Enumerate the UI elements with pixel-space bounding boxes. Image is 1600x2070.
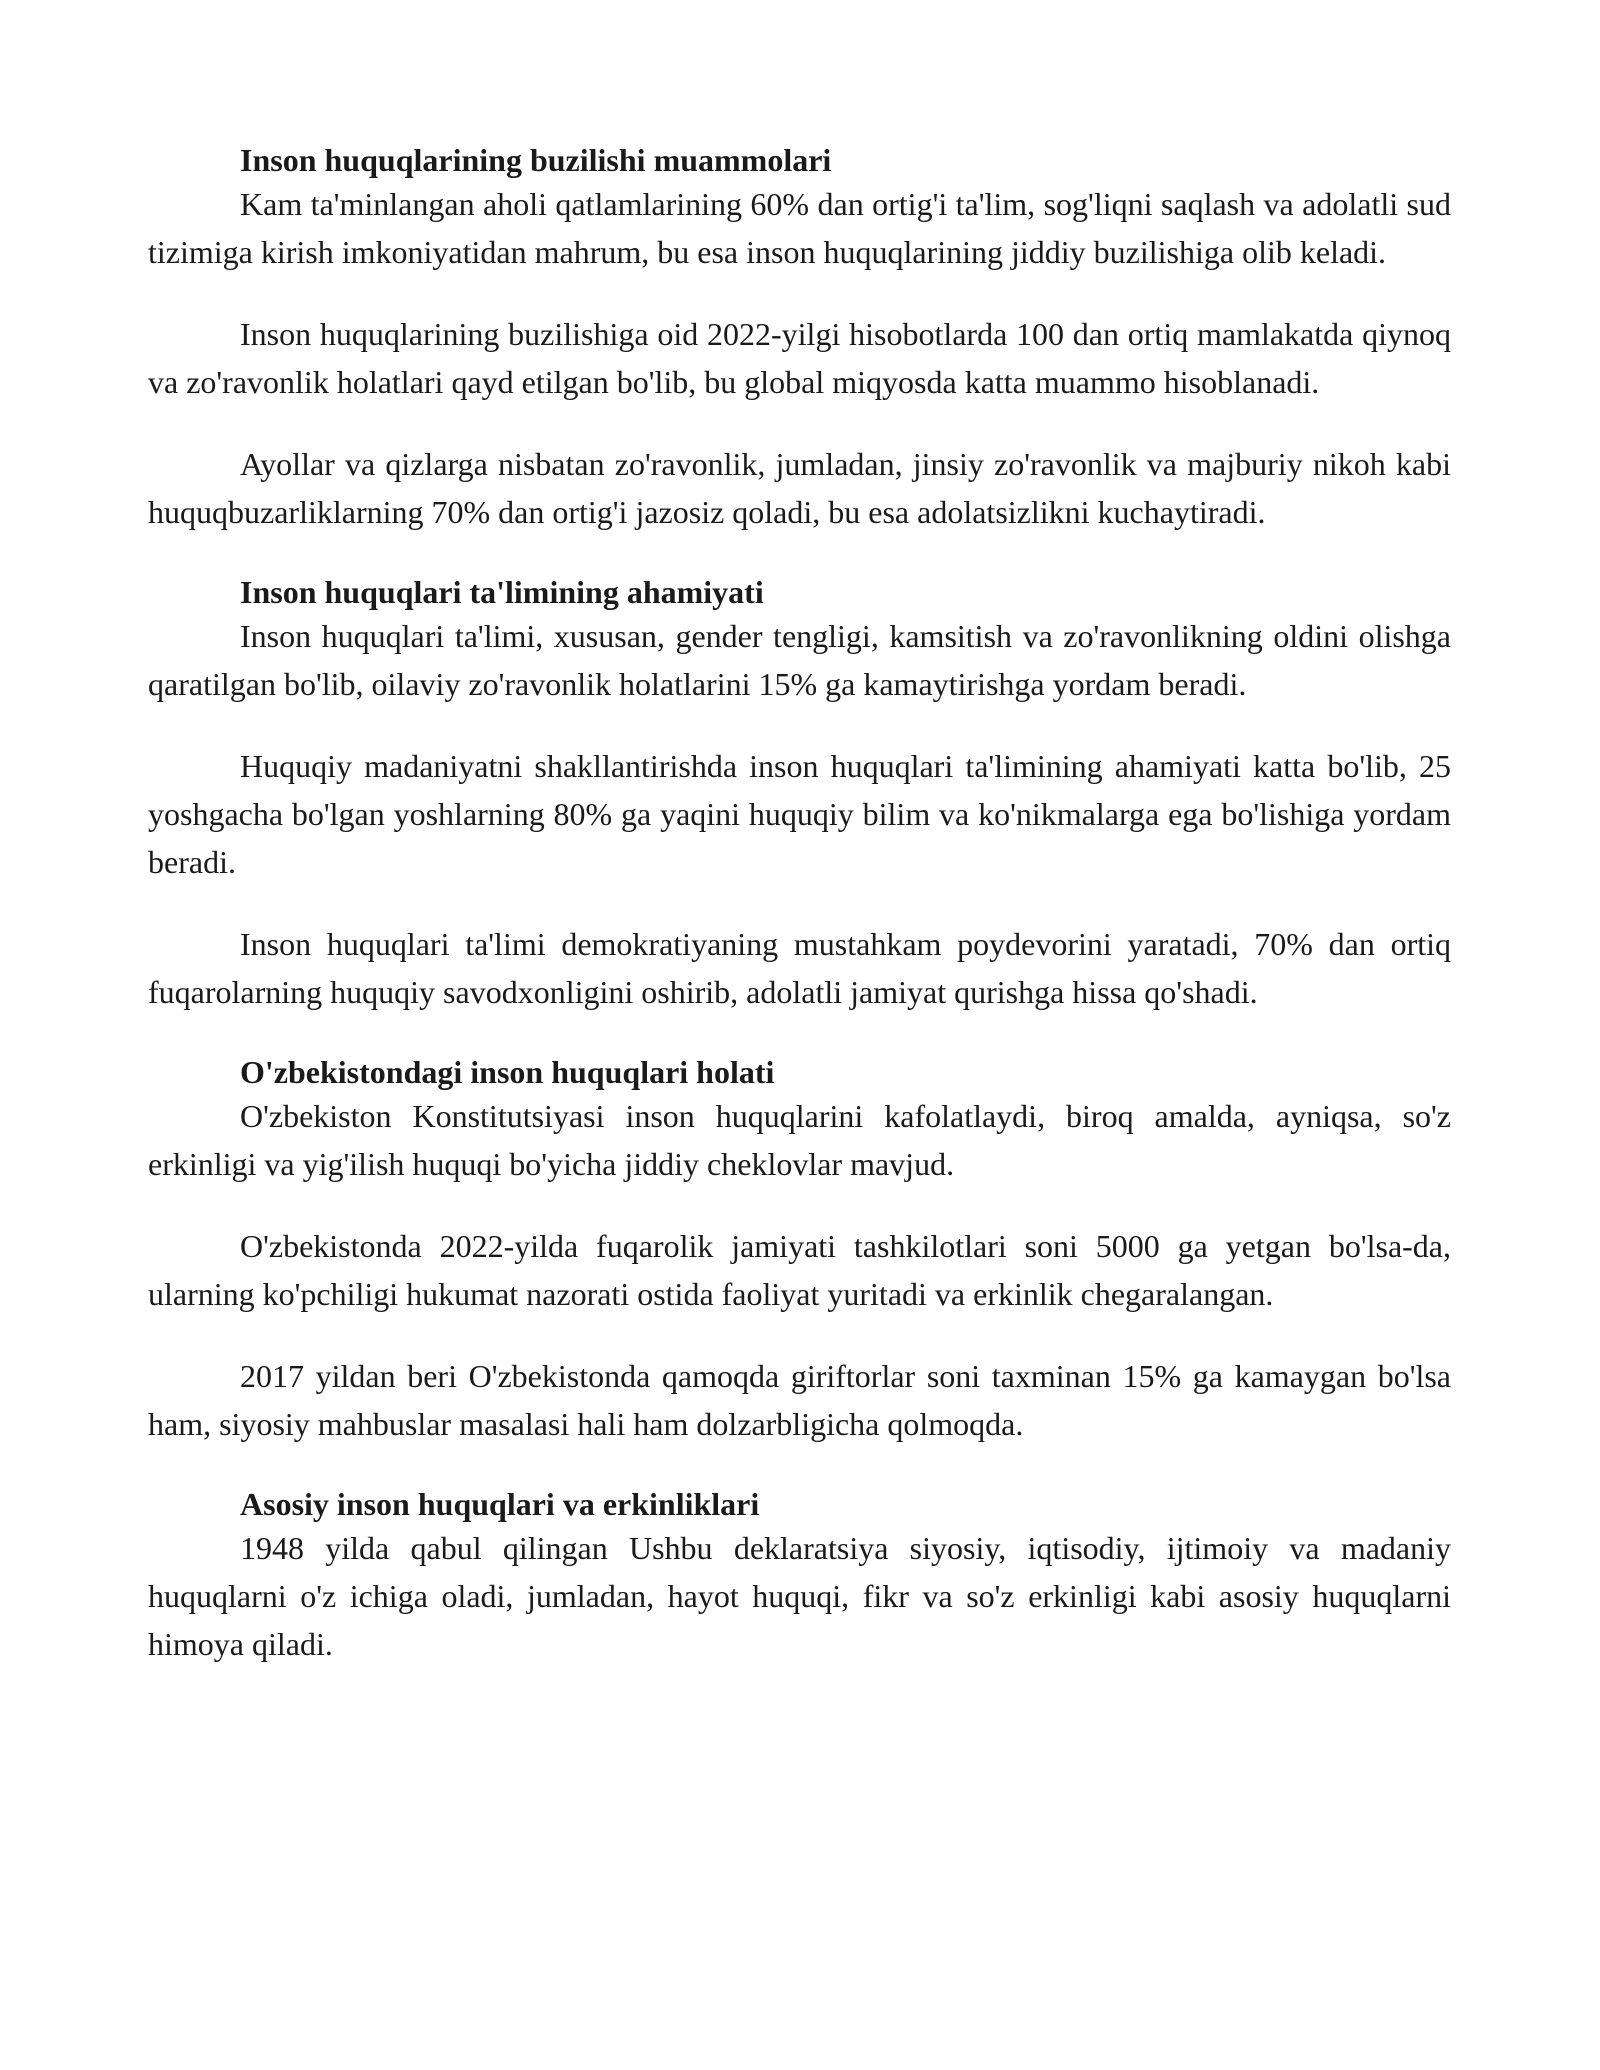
paragraph: Ayollar va qizlarga nisbatan zo'ravonlik, jumladan, jinsiy zo'ravonlik va majburiy nikoh kabi huquqbuzarliklarning 70% dan ortig'i jazosiz qoladi, bu esa adolatsizlikni kuchaytiradi. xyxy=(148,446,1451,530)
section-human-rights-education xyxy=(148,570,1451,1016)
paragraph: O'zbekistonda 2022-yilda fuqarolik jamiyati tashkilotlari soni 5000 ga yetgan bo'lsa-da, ularning ko'pchiligi hukumat nazorati ostida faoliyat yuritadi va erkinlik chegaralangan. xyxy=(148,1228,1451,1312)
paragraph: Inson huquqlari ta'limi demokratiyaning mustahkam poydevorini yaratadi, 70% dan ortiq fuqarolarning huquqiy savodxonligini oshirib, adolatli jamiyat qurishga hissa qo'shadi. xyxy=(148,926,1451,1010)
paragraph: Inson huquqlarining buzilishiga oid 2022-yilgi hisobotlarda 100 dan ortiq mamlakatda qiynoq va zo'ravonlik holatlari qayd etilgan bo'lib, bu global miqyosda katta muammo hisoblanadi. xyxy=(148,316,1451,400)
section-basic-rights-freedoms xyxy=(148,1482,1451,1668)
section-heading: O'zbekistondagi inson huquqlari holati xyxy=(240,1054,775,1090)
paragraph: Inson huquqlari ta'limi, xususan, gender tengligi, kamsitish va zo'ravonlikning oldini olishga qaratilgan bo'lib, oilaviy zo'ravonlik holatlarini 15% ga kamaytirishga yordam beradi. xyxy=(148,618,1451,702)
paragraph: 1948 yilda qabul qilingan Ushbu deklaratsiya siyosiy, iqtisodiy, ijtimoiy va madaniy huquqlarni o'z ichiga oladi, jumladan, hayot huquqi, fikr va so'z erkinligi kabi asosiy huquqlarni himoya qiladi. xyxy=(148,1530,1451,1662)
section-human-rights-violations xyxy=(148,138,1451,536)
section-heading: Asosiy inson huquqlari va erkinliklari xyxy=(240,1486,760,1522)
paragraph: Kam ta'minlangan aholi qatlamlarining 60% dan ortig'i ta'lim, sog'liqni saqlash va adolatli sud tizimiga kirish imkoniyatidan mahrum, bu esa inson huquqlarining jiddiy buzilishiga olib keladi. xyxy=(148,186,1451,270)
paragraph: O'zbekiston Konstitutsiyasi inson huquqlarini kafolatlaydi, biroq amalda, ayniqsa, so'z erkinligi va yig'ilish huquqi bo'yicha jiddiy cheklovlar mavjud. xyxy=(148,1098,1451,1182)
document-page xyxy=(148,138,1451,1702)
paragraph: Huquqiy madaniyatni shakllantirishda inson huquqlari ta'limining ahamiyati katta bo'lib, 25 yoshgacha bo'lgan yoshlarning 80% ga yaqini huquqiy bilim va ko'nikmalarga ega bo'lishiga yordam beradi. xyxy=(148,748,1451,880)
section-heading: Inson huquqlarining buzilishi muammolari xyxy=(240,142,832,178)
section-heading: Inson huquqlari ta'limining ahamiyati xyxy=(240,574,764,610)
section-uzbekistan-human-rights xyxy=(148,1050,1451,1448)
paragraph: 2017 yildan beri O'zbekistonda qamoqda giriftorlar soni taxminan 15% ga kamaygan bo'lsa ham, siyosiy mahbuslar masalasi hali ham dolzarbligicha qolmoqda. xyxy=(148,1358,1451,1442)
